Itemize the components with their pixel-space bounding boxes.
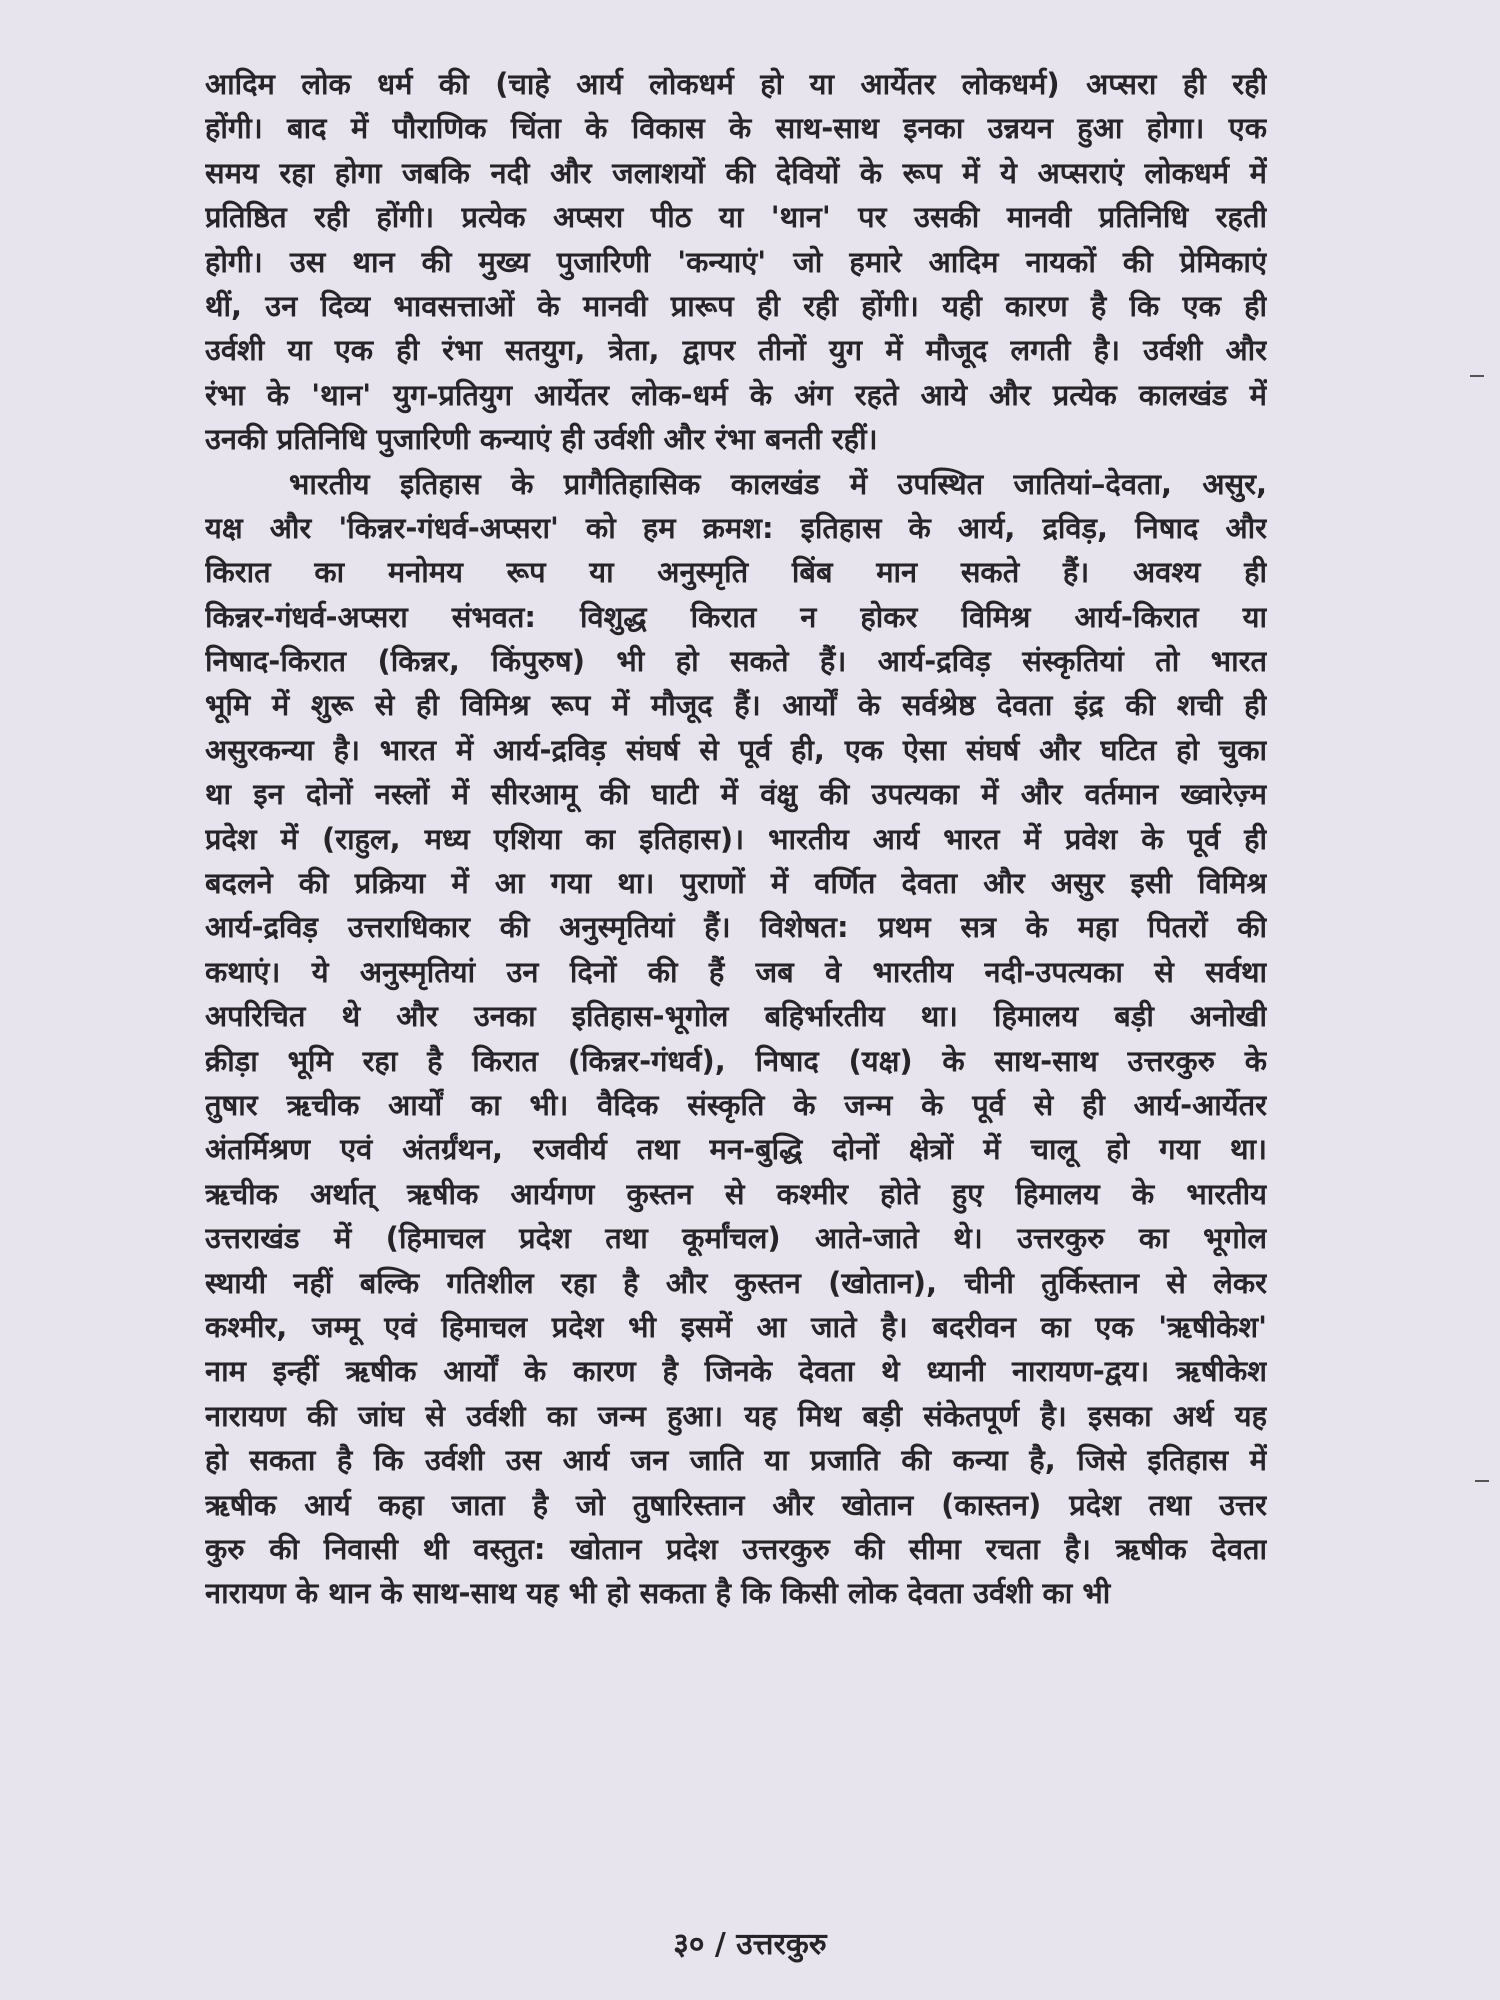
text-line: नारायण के थान के साथ-साथ यह भी हो सकता है कि किसी लोक देवता उर्वशी का भी — [205, 1576, 1111, 1611]
text-line: नाम इन्हीं ऋषीक आर्यों के कारण है जिनके देवता थे ध्यानी नारायण-द्वय। ऋषीकेश — [205, 1354, 1267, 1389]
text-line: था इन दोनों नस्लों में सीरआमू की घाटी में वंक्षु की उपत्यका में और वर्तमान ख्वारेज़्म — [205, 777, 1267, 812]
text-line: किरात का मनोमय रूप या अनुस्मृति बिंब मान सकते हैं। अवश्य ही — [205, 555, 1267, 590]
text-line: ऋषीक आर्य कहा जाता है जो तुषारिस्तान और खोतान (कास्तन) प्रदेश तथा उत्तर — [205, 1487, 1267, 1522]
text-line: आर्य-द्रविड़ उत्तराधिकार की अनुस्मृतियां हैं। विशेषत: प्रथम सत्र के महा पितरों की — [205, 910, 1267, 945]
text-line: भूमि में शुरू से ही विमिश्र रूप में मौजूद हैं। आर्यों के सर्वश्रेष्ठ देवता इंद्र की शची ही — [205, 688, 1267, 723]
text-line: उत्तराखंड में (हिमाचल प्रदेश तथा कूर्मांचल) आते-जाते थे। उत्तरकुरु का भूगोल — [205, 1221, 1267, 1256]
text-line: किन्नर-गंधर्व-अप्सरा संभवत: विशुद्ध किरात न होकर विमिश्र आर्य-किरात या — [205, 599, 1267, 634]
text-line: होंगी। बाद में पौराणिक चिंता के विकास के साथ-साथ इनका उन्नयन हुआ होगा। एक — [205, 111, 1267, 146]
text-line: स्थायी नहीं बल्कि गतिशील रहा है और कुस्तन (खोतान), चीनी तुर्किस्तान से लेकर — [205, 1265, 1267, 1300]
text-line: समय रहा होगा जबकि नदी और जलाशयों की देवियों के रूप में ये अप्सराएं लोकधर्म में — [205, 155, 1267, 190]
text-line: हो सकता है कि उर्वशी उस आर्य जन जाति या प्रजाति की कन्या है, जिसे इतिहास में — [205, 1443, 1267, 1478]
text-line: निषाद-किरात (किन्नर, किंपुरुष) भी हो सकते हैं। आर्य-द्रविड़ संस्कृतियां तो भारत — [205, 644, 1267, 679]
text-line: असुरकन्या है। भारत में आर्य-द्रविड़ संघर्ष से पूर्व ही, एक ऐसा संघर्ष और घटित हो चुका — [205, 732, 1267, 767]
text-line: उनकी प्रतिनिधि पुजारिणी कन्याएं ही उर्वशी और रंभा बनती रहीं। — [205, 422, 878, 457]
text-line: थीं, उन दिव्य भावसत्ताओं के मानवी प्रारूप ही रही होंगी। यही कारण है कि एक ही — [205, 288, 1267, 323]
text-line: प्रतिष्ठित रही होंगी। प्रत्येक अप्सरा पीठ या 'थान' पर उसकी मानवी प्रतिनिधि रहती — [205, 200, 1267, 235]
text-line: तुषार ऋचीक आर्यों का भी। वैदिक संस्कृति के जन्म के पूर्व से ही आर्य-आर्येतर — [205, 1087, 1267, 1122]
text-line: अंतर्मिश्रण एवं अंतर्ग्रंथन, रजवीर्य तथा मन-बुद्धि दोनों क्षेत्रों में चालू हो गया था। — [205, 1132, 1267, 1167]
text-line: आदिम लोक धर्म की (चाहे आर्य लोकधर्म हो या आर्येतर लोकधर्म) अप्सरा ही रही — [205, 67, 1267, 101]
text-line: ऋचीक अर्थात् ऋषीक आर्यगण कुस्तन से कश्मीर होते हुए हिमालय के भारतीय — [205, 1176, 1267, 1211]
scan-mark — [1475, 1480, 1489, 1482]
text-line: कश्मीर, जम्मू एवं हिमाचल प्रदेश भी इसमें आ जाते है। बदरीवन का एक 'ऋषीकेश' — [205, 1309, 1267, 1344]
page-body — [205, 62, 1267, 1616]
text-line: होगी। उस थान की मुख्य पुजारिणी 'कन्याएं' जो हमारे आदिम नायकों की प्रेमिकाएं — [205, 244, 1267, 279]
text-line: रंभा के 'थान' युग-प्रतियुग आर्येतर लोक-धर्म के अंग रहते आये और प्रत्येक कालखंड में — [205, 377, 1267, 412]
text-line: कुरु की निवासी थी वस्तुत: खोतान प्रदेश उत्तरकुरु की सीमा रचता है। ऋषीक देवता — [205, 1531, 1267, 1566]
text-line: अपरिचित थे और उनका इतिहास-भूगोल बहिर्भारतीय था। हिमालय बड़ी अनोखी — [205, 999, 1267, 1034]
text-line: भारतीय इतिहास के प्रागैतिहासिक कालखंड में उपस्थित जातियां–देवता, असुर, — [289, 466, 1267, 501]
text-line: उर्वशी या एक ही रंभा सतयुग, त्रेता, द्वापर तीनों युग में मौजूद लगती है। उर्वशी और — [205, 333, 1267, 368]
text-line: नारायण की जांघ से उर्वशी का जन्म हुआ। यह मिथ बड़ी संकेतपूर्ण है। इसका अर्थ यह — [205, 1398, 1267, 1433]
paragraph — [205, 462, 1267, 1616]
text-line: प्रदेश में (राहुल, मध्य एशिया का इतिहास)। भारतीय आर्य भारत में प्रवेश के पूर्व ही — [205, 821, 1267, 856]
text-line: कथाएं। ये अनुस्मृतियां उन दिनों की हैं जब वे भारतीय नदी-उपत्यका से सर्वथा — [205, 954, 1267, 989]
text-line: क्रीड़ा भूमि रहा है किरात (किन्नर-गंधर्व), निषाद (यक्ष) के साथ-साथ उत्तरकुरु के — [205, 1043, 1267, 1078]
text-line: बदलने की प्रक्रिया में आ गया था। पुराणों में वर्णित देवता और असुर इसी विमिश्र — [205, 866, 1267, 901]
paragraph — [205, 62, 1267, 462]
text-line: यक्ष और 'किन्नर-गंधर्व-अप्सरा' को हम क्रमश: इतिहास के आर्य, द्रविड़, निषाद और — [205, 510, 1267, 545]
page-footer: ३० / उत्तरकुरु — [673, 1927, 827, 1962]
scan-mark — [1470, 375, 1484, 377]
